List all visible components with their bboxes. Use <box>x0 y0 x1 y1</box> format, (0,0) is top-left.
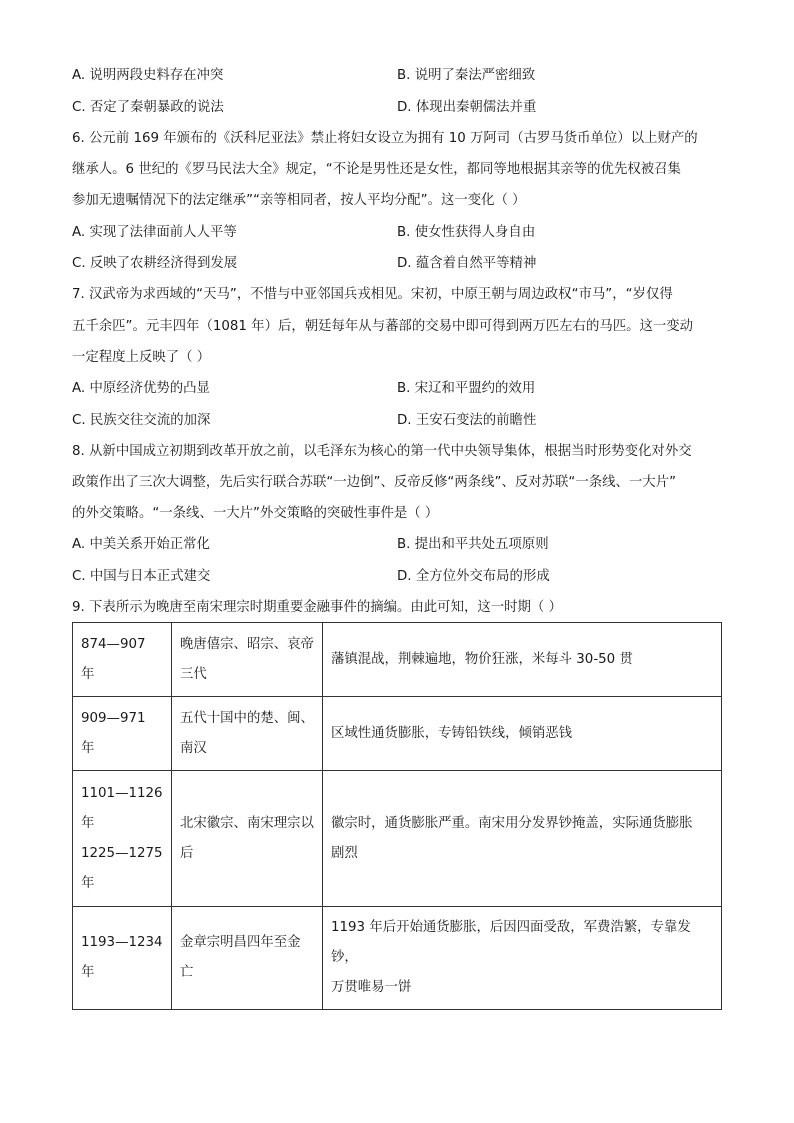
q9-stem: 9. 下表所示为晚唐至南宋理宗时期重要金融事件的摘编。由此可知，这一时期（ ） <box>72 600 562 615</box>
period-text: 南汉 <box>180 740 207 756</box>
period-cell <box>172 907 323 1010</box>
q8-stem-line-2: 政策作出了三次大调整，先后实行联合苏联“一边倒”、反帝反修“两条线”、反对苏联“一条线、一大片” <box>72 475 677 490</box>
years-text: 909—971 年 <box>81 710 146 756</box>
q7-stem-line-3: 一定程度上反映了（ ） <box>72 350 211 365</box>
q7-stem-line-1: 7. 汉武帝为求西域的“天马”，不惜与中亚邻国兵戎相见。宋初，中原王朝与周边政权“市马”，“岁仅得 <box>72 287 673 302</box>
years-text: 1225—1275 <box>81 845 163 861</box>
q5-option-d: D. 体现出秦朝儒法并重 <box>397 100 537 115</box>
q7-stem-line-2: 五千余匹”。元丰四年（1081 年）后，朝廷每年从与蕃部的交易中即可得到两万匹左右的马匹。这一变动 <box>72 319 694 334</box>
q7-option-d: D. 王安石变法的前瞻性 <box>397 413 537 428</box>
table-row <box>73 697 722 771</box>
period-cell <box>172 697 323 771</box>
event-text: 万贯唯易一饼 <box>331 980 412 995</box>
q5-option-a: A. 说明两段史料存在冲突 <box>72 68 224 83</box>
years-text: 874—907 年 <box>81 636 146 682</box>
period-text: 三代 <box>180 666 207 682</box>
finance-events-table <box>72 622 722 1010</box>
period-text: 晚唐僖宗、昭宗、哀帝 <box>180 636 314 652</box>
years-cell <box>73 697 172 771</box>
event-text: 1193 年后开始通货膨胀，后因四面受敌，军费浩繁，专靠发钞， <box>331 920 691 965</box>
event-text: 徽宗时，通货膨胀严重。南宋用分发界钞掩盖，实际通货膨胀 <box>331 815 693 831</box>
q5-option-c: C. 否定了秦朝暴政的说法 <box>72 100 224 115</box>
period-text: 北宋徽宗、南宋理宗以 <box>180 815 314 831</box>
table-row <box>73 623 722 697</box>
event-cell <box>323 771 722 907</box>
table-row <box>73 907 722 1010</box>
years-text: 年 <box>81 965 95 980</box>
q8-stem-line-1: 8. 从新中国成立初期到改革开放之前，以毛泽东为核心的第一代中央领导集体，根据当时形势变化对外交 <box>72 444 692 459</box>
years-text: 1101—1126 <box>81 785 163 801</box>
event-text: 剧烈 <box>331 845 358 861</box>
q7-option-b: B. 宋辽和平盟约的效用 <box>397 381 536 396</box>
period-text: 金章宗明昌四年至金 <box>180 935 301 950</box>
q6-stem-line-1: 6. 公元前 169 年颁布的《沃科尼亚法》禁止将妇女设立为拥有 10 万阿司（古罗马货币单位）以上财产的 <box>72 131 698 146</box>
period-text: 亡 <box>180 965 194 980</box>
table-row <box>73 771 722 907</box>
period-cell <box>172 623 323 697</box>
q6-option-c: C. 反映了农耕经济得到发展 <box>72 256 238 271</box>
years-cell <box>73 623 172 697</box>
q8-stem-line-3: 的外交策略。“一条线、一大片”外交策略的突破性事件是（ ） <box>72 506 439 521</box>
years-text: 1193—1234 <box>81 935 163 950</box>
years-text: 年 <box>81 875 95 891</box>
q6-stem-line-2: 继承人。6 世纪的《罗马民法大全》规定，“不论是男性还是女性，都同等地根据其亲等的优先权被召集 <box>72 162 681 177</box>
q8-option-d: D. 全方位外交布局的形成 <box>397 569 550 584</box>
event-text: 藩镇混战，荆棘遍地，物价狂涨，米每斗 30-50 贯 <box>331 651 633 667</box>
years-cell <box>73 907 172 1010</box>
q6-option-b: B. 使女性获得人身自由 <box>397 225 536 240</box>
event-text: 区域性通货膨胀，专铸铅铁线，倾销恶钱 <box>331 725 573 741</box>
q8-option-c: C. 中国与日本正式建交 <box>72 569 211 584</box>
years-cell <box>73 771 172 907</box>
period-text: 后 <box>180 845 194 861</box>
q5-option-b: B. 说明了秦法严密细致 <box>397 68 536 83</box>
period-text: 五代十国中的楚、闽、 <box>180 710 314 726</box>
years-text: 年 <box>81 815 95 831</box>
q6-stem-line-3: 参加无遗嘱情况下的法定继承”“亲等相同者，按人平均分配”。这一变化（ ） <box>72 193 526 208</box>
event-cell <box>323 697 722 771</box>
event-cell <box>323 623 722 697</box>
event-cell <box>323 907 722 1010</box>
q6-option-a: A. 实现了法律面前人人平等 <box>72 225 237 240</box>
q6-option-d: D. 蕴含着自然平等精神 <box>397 256 537 271</box>
q7-option-c: C. 民族交往交流的加深 <box>72 413 211 428</box>
q8-option-b: B. 提出和平共处五项原则 <box>397 537 549 552</box>
period-cell <box>172 771 323 907</box>
q7-option-a: A. 中原经济优势的凸显 <box>72 381 210 396</box>
q8-option-a: A. 中美关系开始正常化 <box>72 537 210 552</box>
